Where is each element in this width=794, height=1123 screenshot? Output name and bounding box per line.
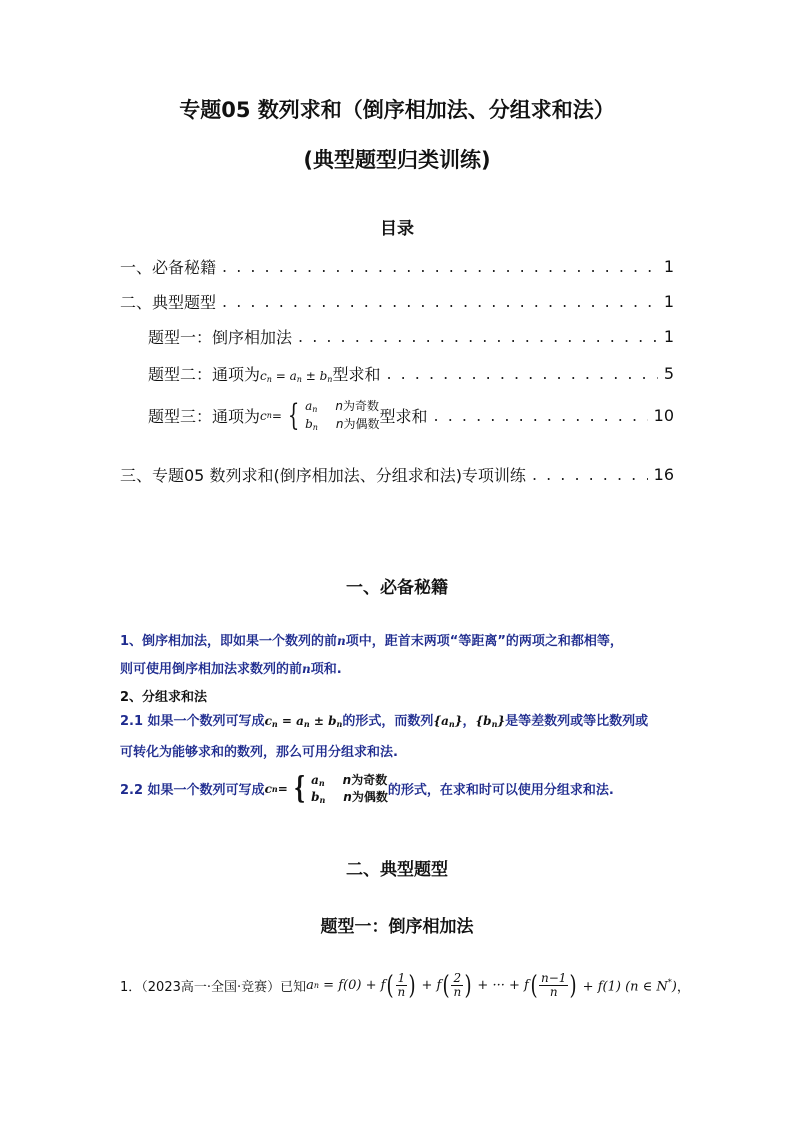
toc-item-label: 题型一：倒序相加法: [148, 328, 293, 347]
toc-page: 16: [653, 465, 674, 484]
toc-leader: [434, 406, 648, 425]
toc-leader: [222, 257, 658, 276]
toc-item-3[interactable]: [148, 325, 674, 348]
toc-leader: [386, 364, 657, 383]
toc-page: 1: [663, 257, 674, 276]
toc-leader: [298, 327, 658, 346]
formula-cn-an-pm-bn: $c_n = a_n \pm b_n$: [260, 369, 333, 384]
toc-item-1[interactable]: [120, 255, 674, 278]
toc-item-label: 题型二：通项为$c_n = a_n \pm b_n$型求和: [148, 365, 381, 384]
section-heading-1: 一、必备秘籍: [346, 578, 448, 598]
paragraph-2-1-line1: 2.1 如果一个数列可写成$c_n = a_n \pm b_n$的形式，而数列$\{a_n\}$，$\{b_n\}$是等差数列或等比数列或: [120, 714, 649, 729]
toc-leader: [222, 292, 658, 311]
type-heading-1: 题型一：倒序相加法: [320, 917, 474, 937]
formula-cn-piecewise: c n = { $a_n$ n为奇数 $b_n$ n为偶数: [260, 397, 380, 433]
toc-page: 5: [663, 364, 674, 383]
toc-item-label: 三、专题05 数列求和(倒序相加法、分组求和法)专项训练: [120, 466, 526, 485]
toc-item-5[interactable]: [148, 398, 674, 434]
toc-item-label: 二、典型题型: [120, 293, 217, 312]
formula-an-sum: a n = f(0) + f ( $\frac{1}{n}$ ) + f ( $\frac{2}{n}$ ) + ··· + f ( $\frac{n-1}{n}$ ) + f(1) (n ∈ N*): [306, 970, 677, 1001]
doc-title-line1: 专题05 数列求和（倒序相加法、分组求和法）: [179, 98, 615, 122]
toc-item-label: 一、必备秘籍: [120, 258, 217, 277]
formula-cn-piecewise: c n = { $a_n$ n为奇数 $b_n$ n为偶数: [264, 770, 388, 806]
toc-leader: [532, 465, 648, 484]
toc-heading: 目录: [380, 219, 414, 239]
toc-item-6[interactable]: [120, 463, 674, 486]
toc-page: 1: [663, 327, 674, 346]
question-1: 1．（2023高一·全国·竞赛）已知 a n = f(0) + f ( $\frac{1}{n}$ ) + f ( $\frac{2}{n}$ ) + ··· + f ( $\frac{n-1}{n}$ ) + f(1) (n ∈ N*) ，: [120, 970, 690, 1001]
toc-page: 1: [663, 292, 674, 311]
toc-item-2[interactable]: [120, 290, 674, 313]
paragraph-1-line1: 1、倒序相加法，即如果一个数列的前n项中，距首末两项“等距离”的两项之和都相等，: [120, 634, 623, 649]
paragraph-2-heading: 2、分组求和法: [120, 690, 208, 705]
paragraph-1-line2: 则可使用倒序相加法求数列的前n项和.: [120, 662, 342, 677]
toc-page: 10: [653, 406, 674, 426]
toc-item-4[interactable]: [148, 362, 674, 385]
paragraph-2-1-line2: 可转化为能够求和的数列，那么可用分组求和法.: [120, 745, 398, 760]
toc-item-label: 题型三：通项为 c n = { $a_n$ n为奇数 $b_n$ n为偶数 型求和: [148, 397, 428, 433]
paragraph-2-2: 2.2 如果一个数列可写成 c n = { $a_n$ n为奇数 $b_n$ n为偶数 的形式，在求和时可以使用分组求和法.: [120, 770, 614, 806]
doc-title-line2: (典型题型归类训练): [303, 148, 491, 172]
section-heading-2: 二、典型题型: [346, 860, 448, 880]
